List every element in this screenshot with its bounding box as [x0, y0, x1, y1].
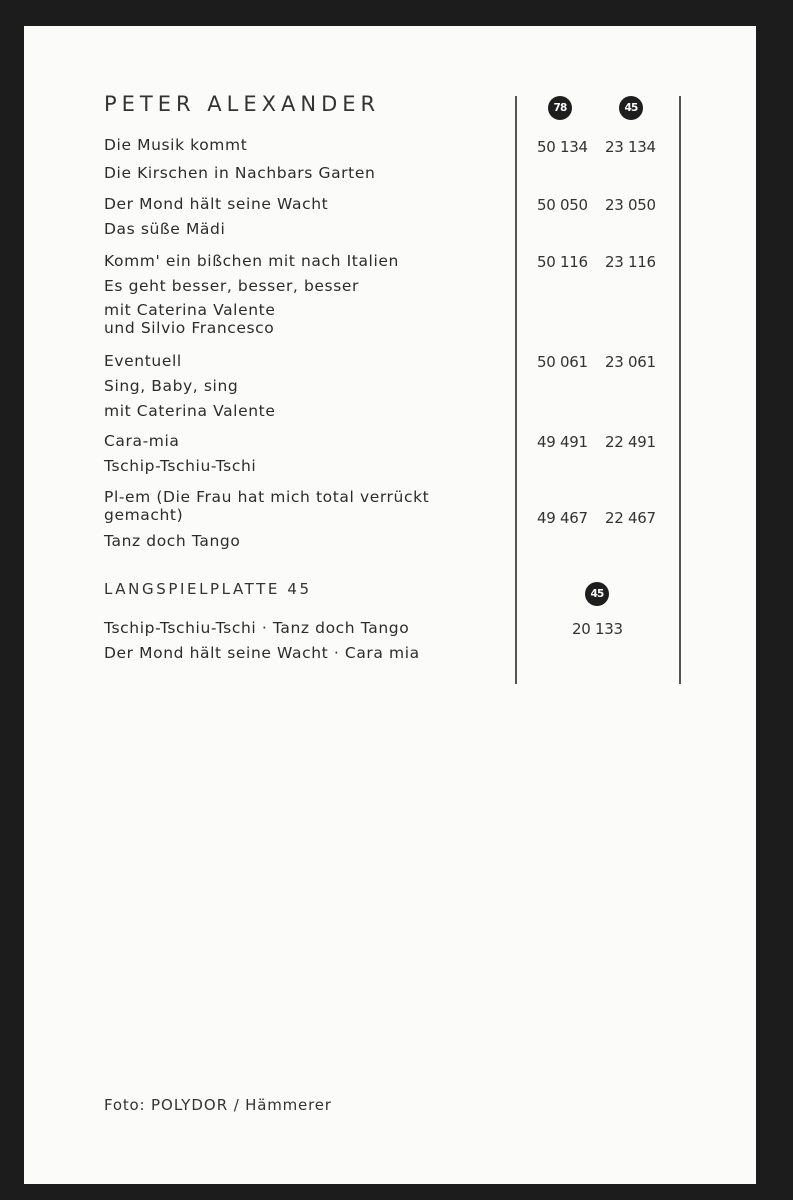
- song-title: gemacht): [104, 506, 184, 524]
- featured-artist: mit Caterina Valente: [104, 402, 276, 420]
- catalog-45: 22 491: [605, 433, 656, 451]
- catalog-78: 50 061: [537, 353, 588, 371]
- lp-track-line: Der Mond hält seine Wacht · Cara mia: [104, 644, 420, 662]
- catalog-78: 50 050: [537, 196, 588, 214]
- speed-45-icon: 45: [619, 96, 643, 120]
- speed-78-icon: 78: [548, 96, 572, 120]
- speed-45-icon: 45: [585, 582, 609, 606]
- song-title: Eventuell: [104, 352, 182, 370]
- song-title: Die Musik kommt: [104, 136, 248, 154]
- song-title: Die Kirschen in Nachbars Garten: [104, 164, 376, 182]
- artist-heading: PETER ALEXANDER: [104, 92, 381, 116]
- song-title: Es geht besser, besser, besser: [104, 277, 360, 295]
- photo-credit-brand: POLYDOR: [150, 1096, 229, 1114]
- song-title: Pl-em (Die Frau hat mich total verrückt: [104, 488, 430, 506]
- song-title: Tschip-Tschiu-Tschi: [104, 457, 257, 475]
- catalog-78: 49 467: [537, 509, 588, 527]
- catalog-45: 23 116: [605, 253, 656, 271]
- song-title: Cara-mia: [104, 432, 180, 450]
- song-title: Sing, Baby, sing: [104, 377, 239, 395]
- column-divider-right: [679, 96, 681, 684]
- song-title: Der Mond hält seine Wacht: [104, 195, 329, 213]
- photo-credit-suffix: / Hämmerer: [233, 1096, 332, 1114]
- song-title: Das süße Mädi: [104, 220, 226, 238]
- column-divider-left: [515, 96, 517, 684]
- lp-catalog: 20 133: [572, 620, 623, 638]
- lp-heading: LANGSPIELPLATTE 45: [104, 580, 312, 598]
- catalog-45: 23 061: [605, 353, 656, 371]
- featured-artist: mit Caterina Valente: [104, 301, 276, 319]
- catalog-78: 50 116: [537, 253, 588, 271]
- featured-artist: und Silvio Francesco: [104, 319, 275, 337]
- catalog-78: 49 491: [537, 433, 588, 451]
- catalog-45: 23 134: [605, 138, 656, 156]
- catalog-45: 23 050: [605, 196, 656, 214]
- lp-track-line: Tschip-Tschiu-Tschi · Tanz doch Tango: [104, 619, 410, 637]
- catalog-45: 22 467: [605, 509, 656, 527]
- photo-credit-prefix: Foto:: [104, 1096, 146, 1114]
- catalog-78: 50 134: [537, 138, 588, 156]
- photo-credit: [104, 1096, 332, 1114]
- song-title: Komm' ein bißchen mit nach Italien: [104, 252, 399, 270]
- record-catalog-card: [24, 26, 756, 1184]
- song-title: Tanz doch Tango: [104, 532, 241, 550]
